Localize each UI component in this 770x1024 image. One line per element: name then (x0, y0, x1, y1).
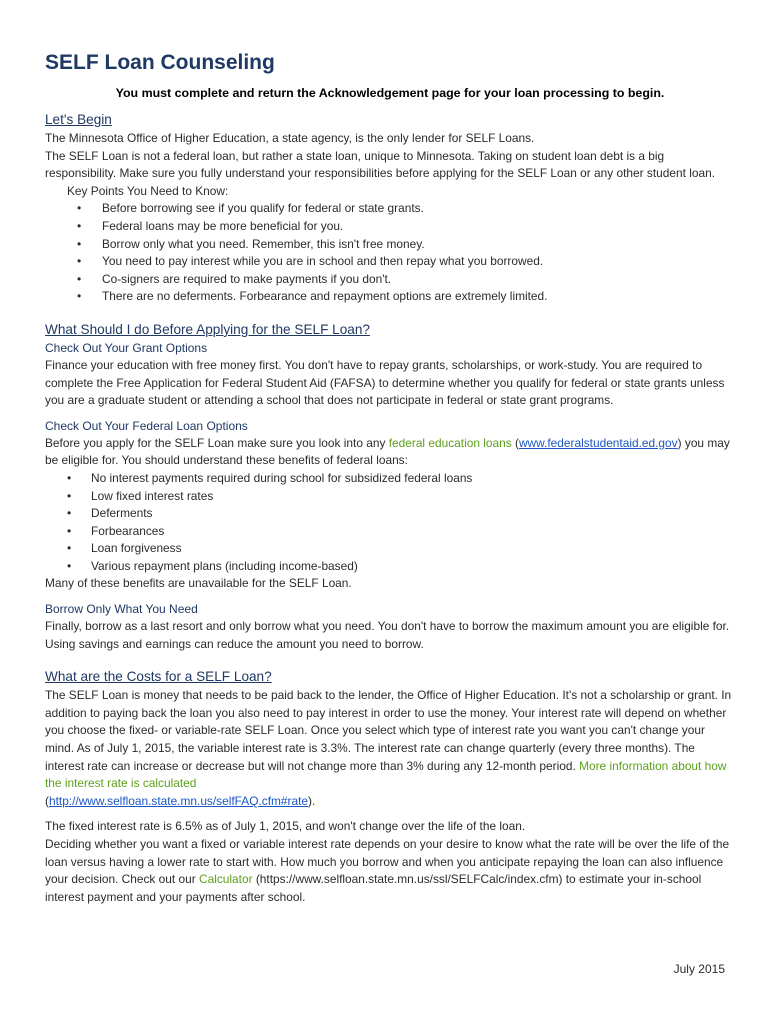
bullet-icon: • (67, 470, 72, 485)
paragraph-benefits-note: Many of these benefits are unavailable for the SELF Loan. (45, 576, 352, 591)
list-item: • Loan forgiveness (45, 540, 735, 558)
paragraph-costs: The SELF Loan is money that needs to be paid back to the lender, the Office of Higher Education. It's not a scholarship or grant. In addition to paying back the loan you also need to pay interest in order to use the money. Your interest rate will depend on whether you choose the fixed- or variable-rate SELF Loan. Once you select which type of interest rate you want you can't change your mind. As of July 1, 2015, the variable interest rate is 3.3%. The interest rate can change quarterly (every three months). The interest rate can increase or decrease but will not change more than 3% during any 12-month period. More information about how the interest rate is calculated (http://www.selfloan.state.mn.us/selfFAQ.cfm#rate). (45, 688, 732, 808)
document-page (45, 50, 735, 906)
page-title: SELF Loan Counseling (45, 51, 275, 74)
bullet-icon: • (77, 271, 82, 286)
paragraph-state-loan: The SELF Loan is not a federal loan, but rather a state loan, unique to Minnesota. Taking on student loan debt is a big responsibility. Make sure you fully understand your responsibilities before applying for the SELF Loan or any other student loan. (45, 148, 715, 181)
list-item: • You need to pay interest while you are in school and then repay what you borrowed. (45, 253, 735, 271)
list-item: • Borrow only what you need. Remember, this isn't free money. (45, 236, 735, 254)
list-item: • Before borrowing see if you qualify for federal or state grants. (45, 200, 735, 218)
bullet-icon: • (67, 523, 72, 538)
footer-date: July 2015 (673, 962, 725, 976)
list-item: • Various repayment plans (including income-based) (45, 558, 735, 576)
list-item: • Federal loans may be more beneficial for you. (45, 218, 735, 236)
bullet-icon: • (67, 541, 72, 556)
paragraph-fixed-rate: The fixed interest rate is 6.5% as of July 1, 2015, and won't change over the life of the loan. (45, 819, 526, 834)
heading-federal-options: Check Out Your Federal Loan Options (45, 418, 248, 433)
bullet-icon: • (77, 236, 82, 251)
bullet-icon: • (67, 488, 72, 503)
subtitle-notice: You must complete and return the Acknowledgement page for your loan processing to begin. (115, 86, 665, 100)
federalstudentaid-link[interactable]: www.federalstudentaid.ed.gov (518, 435, 678, 450)
list-item: • There are no deferments. Forbearance and repayment options are extremely limited. (45, 288, 735, 306)
key-points-list (45, 200, 735, 306)
bullet-icon: • (77, 218, 82, 233)
heading-borrow-only: Borrow Only What You Need (45, 602, 198, 617)
bullet-icon: • (77, 289, 82, 304)
paragraph-grants: Finance your education with free money first. You don't have to repay grants, scholarships, or work-study. You are required to complete the Free Application for Federal Student Aid (FAFSA) to determine whether you qualify for federal or state grants unless you are a graduate student or attending a school that does not participate in federal or state grant programs. (45, 357, 725, 408)
paragraph-federal: Before you apply for the SELF Loan make sure you look into any federal education loans (www.federalstudentaid.ed.gov) you may be eligible for. You should understand these benefits of federal loans: (45, 435, 730, 468)
bullet-icon: • (77, 201, 82, 216)
calculator-link[interactable]: Calculator (199, 872, 253, 887)
federal-loans-link[interactable]: federal education loans (388, 435, 512, 450)
bullet-icon: • (67, 506, 72, 521)
heading-grant-options: Check Out Your Grant Options (45, 340, 208, 355)
paragraph-borrow: Finally, borrow as a last resort and only borrow what you need. You don't have to borrow the maximum amount you are eligible for. Using savings and earnings can reduce the amount you need to borrow. (45, 619, 730, 651)
list-item: • Low fixed interest rates (45, 488, 735, 506)
interest-rate-info-link[interactable]: More information about how the interest rate is calculated (45, 758, 727, 791)
benefits-list (45, 470, 735, 576)
list-item: • Co-signers are required to make payments if you don't. (45, 271, 735, 289)
list-item: • Deferments (45, 505, 735, 523)
heading-before-applying: What Should I do Before Applying for the SELF Loan? (45, 321, 370, 337)
heading-costs: What are the Costs for a SELF Loan? (45, 669, 272, 685)
bullet-icon: • (67, 558, 72, 573)
list-item: • No interest payments required during school for subsidized federal loans (45, 470, 735, 488)
heading-lets-begin: Let's Begin (45, 112, 112, 127)
paragraph-deciding: Deciding whether you want a fixed or variable interest rate depends on your desire to know what the rate will be over the life of the loan versus having a lower rate to start with. How much you borrow and when you anticipate repaying the loan can also influence your decision. Check out our Calculator (https://www.selfloan.state.mn.us/ssl/SELFCalc/index.cfm) to estimate your in-school interest payment and your payments after school. (45, 837, 730, 904)
list-item: • Forbearances (45, 523, 735, 541)
selfloan-faq-link[interactable]: http://www.selfloan.state.mn.us/selfFAQ.cfm#rate (48, 793, 309, 808)
bullet-icon: • (77, 254, 82, 269)
paragraph-lender: The Minnesota Office of Higher Education, a state agency, is the only lender for SELF Loans. (45, 131, 535, 145)
key-points-label: Key Points You Need to Know: (67, 183, 229, 198)
